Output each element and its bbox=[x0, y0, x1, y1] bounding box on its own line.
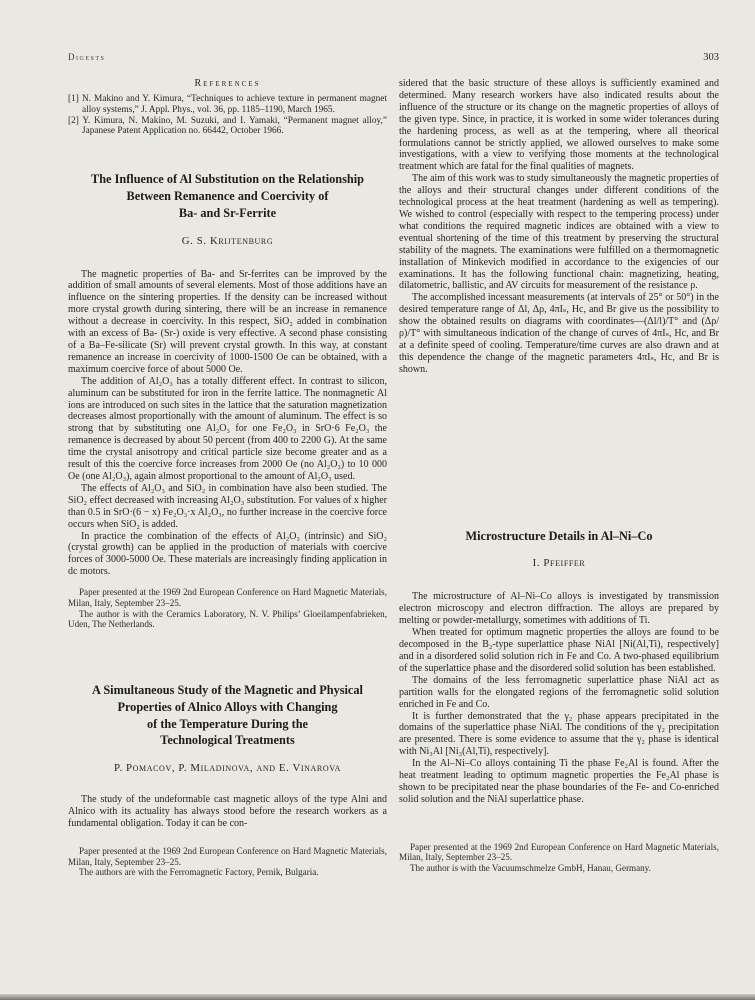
article2-paragraph: The study of the undeformable cast magnetic alloys of the type Alni and Alnico with its actuality has always stood before the research workers as a fundamental obligation. Today it can be con- bbox=[68, 794, 387, 829]
title-line: Technological Treatments bbox=[160, 733, 295, 748]
references-list bbox=[68, 94, 387, 137]
article1-paragraph: In practice the combination of the effects of Al₂O₃ (intrinsic) and SiO₂ (crystal growth) can be applied in the production of materials with coercive forces of 3000-5000 Oe. These materials are increasingly finding application in dc motors. bbox=[68, 530, 387, 578]
page-number: 303 bbox=[703, 52, 719, 63]
footnote-line: Paper presented at the 1969 2nd European Conference on Hard Magnetic Materials, Milan, Italy, September 23–25. bbox=[68, 845, 387, 867]
article1-author: G. S. Krijtenburg bbox=[181, 234, 274, 247]
scan-edge bbox=[0, 994, 755, 1000]
footnote-line: Paper presented at the 1969 2nd European Conference on Hard Magnetic Materials, Milan, Italy, September 23–25. bbox=[399, 841, 719, 863]
page-header bbox=[68, 52, 719, 63]
title-line: Between Remanence and Coercivity of bbox=[126, 188, 329, 203]
article3-paragraph: When treated for optimum magnetic properties the alloys are found to be decomposed in the B₂-type superlattice phase NiAl [Ni(Al,Ti), respectively] and in a disordered solid solution rich in Fe and Co. A two-phased equilibrium of the superlattice phase and the disordered solid solution has been established. bbox=[399, 627, 719, 674]
footnote-line: The authors are with the Ferromagnetic Factory, Pernik, Bulgaria. bbox=[79, 867, 319, 878]
reference-label: [1] bbox=[68, 94, 79, 104]
title-line: Ba- and Sr-Ferrite bbox=[178, 205, 277, 220]
article2-authors: P. Pomacov, P. Miladinova, and E. Vinarova bbox=[114, 762, 341, 775]
reference-item bbox=[68, 94, 387, 116]
right-column bbox=[399, 70, 719, 874]
article3-paragraph: The microstructure of Al–Ni–Co alloys is investigated by transmission electron microscopy and electron diffraction. The alloys are prepared by melting or powder-metallurgy, sometimes with additions of Ti. bbox=[399, 591, 719, 627]
article1-paragraph: The effects of Al₂O₃ and SiO₂ in combination have also been studied. The SiO₂ effect decreased with increasing Al₂O₃ substitution. For values of x higher than 0.5 in SrO·(6 − x) Fe₂O₃·x Al₂O₃, no further increase in the coercive force occurs when SiO₂ is added. bbox=[68, 482, 387, 530]
article3-paragraph: The domains of the less ferromagnetic superlattice phase NiAl act as partition walls for the elongated regions of the ferromagnetic solid solution enriched in Fe and Co. bbox=[399, 674, 719, 710]
article3-paragraph: In the Al–Ni–Co alloys containing Ti the phase Fe₂Al is found. After the heat treatment leading to optimum magnetic properties the Fe₂Al phase is shown to be precipitated near the phase boundaries of the Fe- and Co-enriched solid solution and the NiAl superlattice phase. bbox=[399, 758, 719, 805]
article2-continuation-paragraph: sidered that the basic structure of these alloys is sufficiently examined and determined. Many research workers have also indicated results about the influence of the structure or its change on the magnetic properties of alloys of the given type. Since, in practice, it is worked in some wider tolerances during the hardening process, as well as at the tempering, where all theorical formulations cannot be strictly applied, we allowed ourselves to make some investigations, with a view to verifying those moments at the technological treatment which are fatal for the final qualities of magnets. bbox=[399, 78, 719, 173]
article2-continuation-paragraph: The aim of this work was to study simultaneously the magnetic properties of the alloys and their structural changes under different conditions of the technological process at the heat treatment (hardening as well as tempering). We wished to control (especially with respect to the tempering process) under what conditions the required magnetic indices are obtained with a view to eventual shortening of the time of this treatment by preserving the structural stability of the magnets. The examinations were fulfilled on a thermomagnetic installation of Minkevich modified in accordance to the exigencies of our examinations. It has the following functional chain: magnetizing, heating, dilatometric, ballistic, and AV circuits for measurement of the resistance ρ. bbox=[399, 173, 719, 292]
left-column bbox=[68, 70, 387, 878]
article3-footnote bbox=[399, 842, 719, 874]
article1-paragraph: The addition of Al₂O₃ has a totally different effect. In contrast to silicon, aluminum can be substituted for iron in the ferrite lattice. The nonmagnetic Al ions are introduced on such sites in the lattice that the saturation magnetization decreases almost proportionally with the amount of aluminum. The effect is so strong that by substituting one Al₂O₃ for one Fe₂O₃ in SrO·6 Fe₂O₃ the remanence is decreased by about 50 percent (from 400 to 2200 G). At the same time the crystal anisotropy and critical particle size become greater and as a result of this the coercive force increases from 2000 Oe (no Al₂O₃) to 10 000 Oe (one Al₂O₃), again almost proportional to the amount of Al₂O₃ used. bbox=[68, 375, 387, 482]
article2-continuation-paragraph: The accomplished incessant measurements (at intervals of 25° or 50°) in the desired temperature range of Δl, Δρ, 4πIₛ, Hc, and Br give us the possibility to show the obtained results on diagrams with coordinates—(Δl/l)/T° and (Δρ/ρ)/T° with simultaneous indication of the change of curves of 4πIₛ, Hc, and Br at a definite speed of cooling. Temperature/time curves are also drawn and at this dependence the change of the magnetic parameters 4πIₛ, Hc, and Br is shown. bbox=[399, 292, 719, 375]
article2-body-continuation bbox=[399, 78, 719, 376]
title-line: A Simultaneous Study of the Magnetic and Physical bbox=[92, 682, 363, 697]
reference-text: N. Makino and Y. Kimura, “Techniques to achieve texture in permanent magnet alloy systems,” J. Appl. Phys., vol. 36, pp. 1185–1190, March 1965. bbox=[81, 94, 387, 115]
footnote-line: The author is with the Vacuumschmelze GmbH, Hanau, Germany. bbox=[410, 863, 651, 874]
title-line: of the Temperature During the bbox=[147, 716, 308, 731]
article2-title bbox=[68, 682, 387, 749]
footnote-line: Paper presented at the 1969 2nd European Conference on Hard Magnetic Materials, Milan, Italy, September 23–25. bbox=[68, 587, 387, 608]
article2-footnote bbox=[68, 846, 387, 878]
title-line: Properties of Alnico Alloys with Changing bbox=[117, 699, 338, 714]
article1-footnote bbox=[68, 587, 387, 630]
article2-body-lead bbox=[68, 794, 387, 830]
article1-title bbox=[68, 171, 387, 221]
running-head: Digests bbox=[68, 52, 106, 62]
title-line: The Influence of Al Substitution on the Relationship bbox=[91, 172, 364, 187]
article3-body bbox=[399, 591, 719, 805]
article1-paragraph: The magnetic properties of Ba- and Sr-ferrites can be improved by the addition of small amounts of several elements. Most of those additions have an influence on the sintering properties. If the density can be increased without more crystal growth during sintering, there will be an increase in remanence without a decrease in coercivity. In this respect, SiO₂ added in combination with an excess of Ba- (Sr-) oxide is very effective. A second phase consisting of a Ba–Fe-silicate (Sr) will prevent crystal growth. In this way, at constant remanence an increase in coercivity of 1000-1500 Oe can be obtained, with a maximum coercive force of about 5000 Oe. bbox=[68, 268, 387, 375]
reference-label: [2] bbox=[68, 115, 79, 126]
title-line: Microstructure Details in Al–Ni–Co bbox=[465, 528, 653, 543]
references-heading: References bbox=[194, 78, 261, 89]
footnote-line: The author is with the Ceramics Laboratory, N. V. Philips’ Gloeilampenfabrieken, Uden, The Netherlands. bbox=[68, 608, 387, 630]
article3-title bbox=[399, 528, 719, 545]
article1-body bbox=[68, 269, 387, 579]
article3-author: I. Pfeiffer bbox=[532, 557, 586, 570]
reference-item bbox=[68, 116, 387, 138]
article3-paragraph: It is further demonstrated that the γ₂ phase appears precipitated in the domains of the superlattice phase NiAl. The conditions of the γ₂ precipitation are presented. There is some evidence to assume that the γ₂ phase is identical with Ni₃Al [Ni₃(Al,Ti), respectively]. bbox=[399, 710, 719, 758]
reference-text: Y. Kimura, N. Makino, M. Suzuki, and I. Yamaki, “Permanent magnet alloy,” Japanese Patent Application no. 66442, October 1966. bbox=[82, 115, 387, 137]
